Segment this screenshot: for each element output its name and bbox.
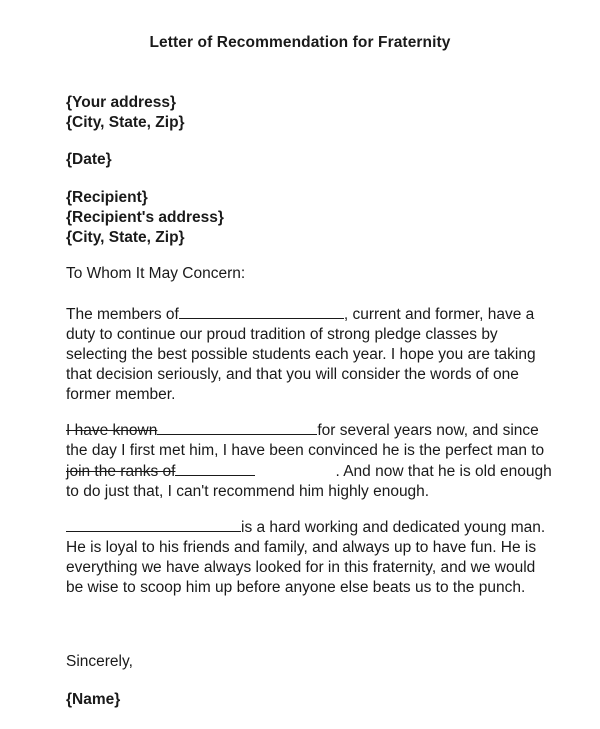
sender-address: {Your address} — [66, 94, 176, 111]
paragraph-3-line-2: He is loyal to his friends and family, and always up to have fun. He is — [66, 539, 537, 556]
recipient-address: {Recipient's address} — [66, 209, 224, 226]
salutation-text: To Whom It May Concern: — [66, 265, 246, 282]
candidate-name-blank-2 — [66, 517, 241, 532]
closing — [66, 652, 566, 672]
recipient-block — [66, 188, 566, 248]
paragraph-1-line-2: duty to continue our proud tradition of strong pledge classes by — [66, 326, 498, 343]
recipient-name: {Recipient} — [66, 189, 148, 206]
p3-text-a: is a hard working and dedicated young man. — [241, 519, 546, 536]
paragraph-1-line-1 — [66, 304, 566, 325]
letter-date: {Date} — [66, 151, 112, 168]
p2-text-b: for several years now, and since — [317, 422, 539, 439]
paragraph-3-line-3: everything we have always looked for in this fraternity, and we would — [66, 559, 536, 576]
candidate-name-blank — [157, 420, 317, 435]
paragraph-2-line-1 — [66, 420, 566, 441]
paragraph-2 — [66, 420, 566, 502]
paragraph-1-line-3: selecting the best possible students each year. I hope you are taking — [66, 346, 536, 363]
signature-block — [66, 690, 566, 710]
closing-text: Sincerely, — [66, 653, 133, 670]
date-line — [66, 150, 566, 170]
p2-text-d: . And now that he is old enough — [335, 463, 552, 480]
sender-city-state-zip: {City, State, Zip} — [66, 114, 185, 131]
p1-text-b: , current and former, have a — [343, 306, 535, 323]
paragraph-1-line-5: former member. — [66, 386, 176, 403]
salutation — [66, 264, 566, 284]
sender-address-block — [66, 93, 566, 133]
paragraph-2-line-2: the day I first met him, I have been convinced he is the perfect man to — [66, 442, 545, 459]
p2-text-a: I have known — [66, 422, 158, 439]
paragraph-3-line-4: be wise to scoop him up before anyone else beats us to the punch. — [66, 579, 526, 596]
paragraph-3-line-1 — [66, 517, 566, 538]
paragraph-1 — [66, 304, 566, 405]
fraternity-blank-2 — [175, 461, 255, 476]
paragraph-1-line-4: that decision seriously, and that you will consider the words of one — [66, 366, 519, 383]
paragraph-2-line-4: to do just that, I can't recommend him highly enough. — [66, 483, 430, 500]
signature-name: {Name} — [66, 691, 121, 708]
paragraph-3 — [66, 517, 566, 598]
recipient-city-state-zip: {City, State, Zip} — [66, 229, 185, 246]
p2-text-c: join the ranks of — [66, 463, 176, 480]
letter-title: Letter of Recommendation for Fraternity — [149, 34, 451, 51]
fraternity-name-blank — [179, 304, 344, 319]
paragraph-2-line-3 — [66, 461, 566, 482]
p1-text-a: The members of — [66, 306, 179, 323]
